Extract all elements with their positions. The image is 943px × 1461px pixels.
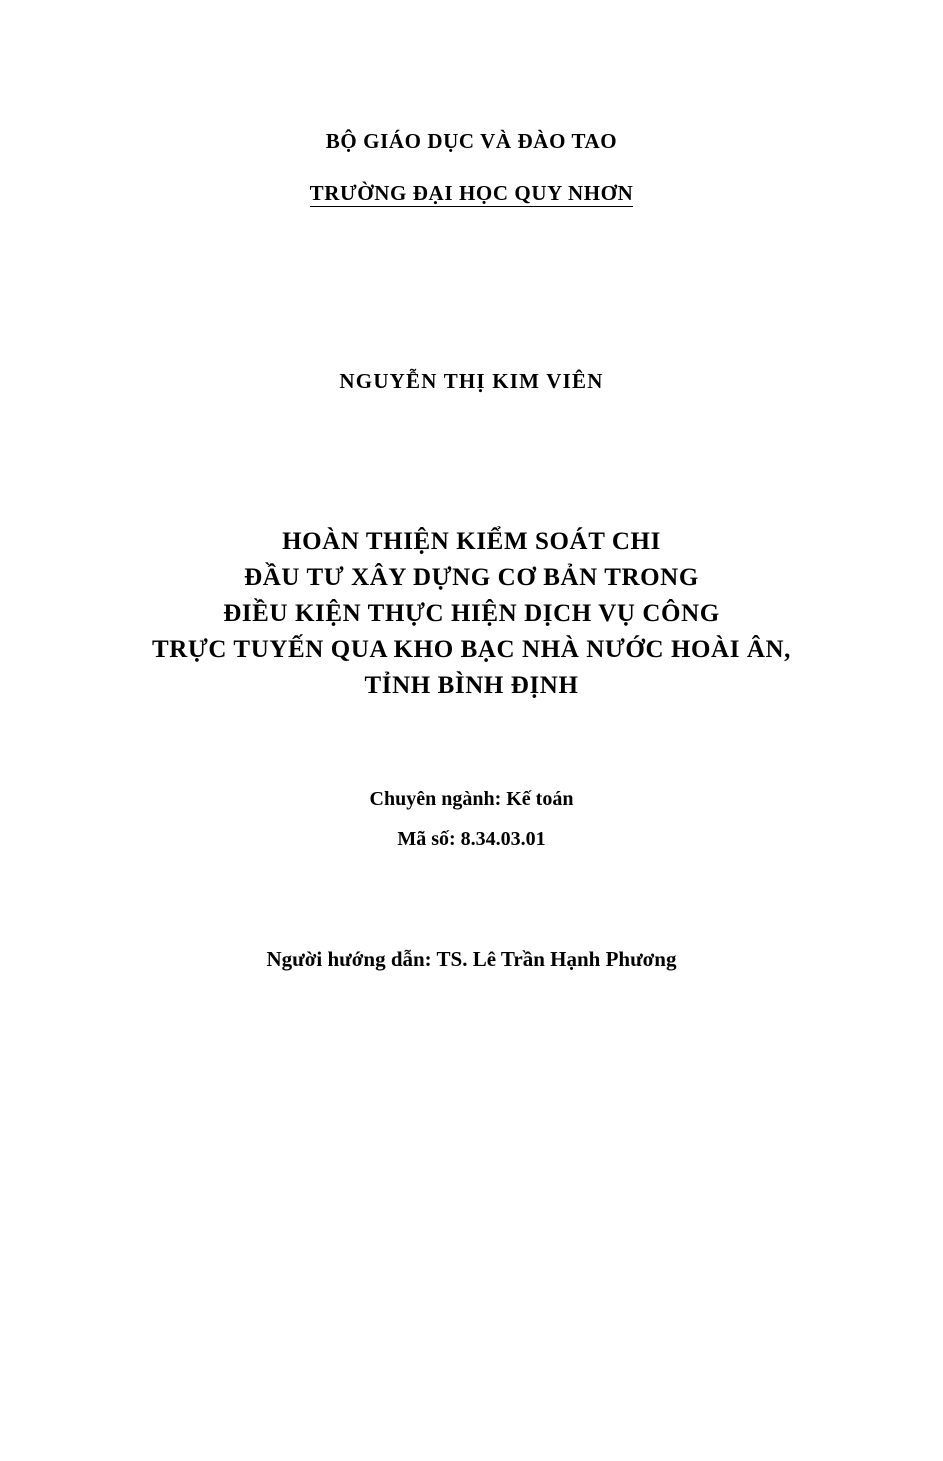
title-line-3: ĐIỀU KIỆN THỰC HIỆN DỊCH VỤ CÔNG bbox=[223, 599, 720, 627]
ministry-name: BỘ GIÁO DỤC VÀ ĐÀO TAO bbox=[325, 129, 618, 153]
institution-header bbox=[0, 128, 943, 207]
university-name: TRƯỜNG ĐẠI HỌC QUY NHƠN bbox=[309, 181, 634, 206]
title-line-5: TỈNH BÌNH ĐỊNH bbox=[364, 671, 579, 699]
title-line-1: HOÀN THIỆN KIỂM SOÁT CHI bbox=[282, 527, 661, 555]
program-info bbox=[0, 784, 943, 855]
title-line-2: ĐẦU TƯ XÂY DỰNG CƠ BẢN TRONG bbox=[244, 563, 699, 591]
thesis-title bbox=[0, 524, 943, 704]
major-label: Chuyên ngành: Kế toán bbox=[369, 787, 574, 810]
author-name: NGUYỄN THỊ KIM VIÊN bbox=[339, 368, 604, 393]
major-code: Mã số: 8.34.03.01 bbox=[397, 827, 546, 850]
university-name-row bbox=[0, 180, 943, 206]
advisor-block bbox=[0, 947, 943, 972]
author-block bbox=[0, 369, 943, 394]
advisor-name: Người hướng dẫn: TS. Lê Trần Hạnh Phương bbox=[266, 946, 677, 971]
title-line-4: TRỰC TUYẾN QUA KHO BẠC NHÀ NƯỚC HOÀI ÂN, bbox=[151, 635, 792, 663]
thesis-cover-page bbox=[0, 128, 943, 1461]
